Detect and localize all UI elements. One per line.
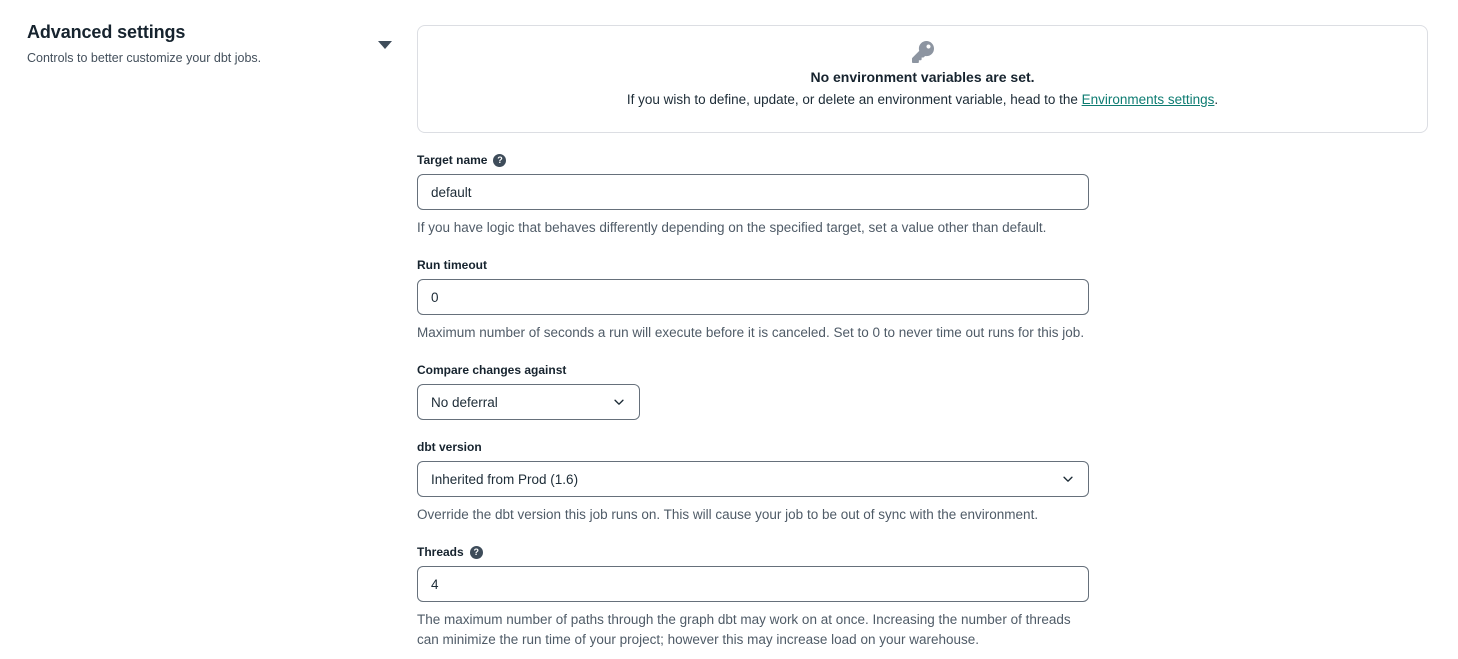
target-name-label: Target name — [417, 153, 488, 167]
field-group-target-name — [417, 153, 1089, 238]
field-group-dbt-version — [417, 440, 1089, 525]
threads-input[interactable] — [417, 566, 1089, 602]
threads-help-icon[interactable]: ? — [470, 546, 483, 559]
target-name-help-icon[interactable]: ? — [493, 154, 506, 167]
page-subtitle: Controls to better customize your dbt jobs. — [27, 51, 262, 65]
collapse-caret-icon[interactable] — [378, 41, 392, 49]
field-group-compare-changes — [417, 363, 1089, 420]
field-group-threads — [417, 545, 1089, 650]
dbt-version-label: dbt version — [417, 440, 482, 454]
run-timeout-helper: Maximum number of seconds a run will execute before it is canceled. Set to 0 to never time out runs for this job. — [417, 325, 1085, 340]
field-group-run-timeout — [417, 258, 1089, 343]
compare-changes-label: Compare changes against — [417, 363, 567, 377]
env-vars-body-text: If you wish to define, update, or delete an environment variable, head to the — [626, 92, 1082, 107]
env-vars-body — [418, 92, 1427, 107]
chevron-down-icon — [612, 395, 626, 409]
key-icon — [418, 41, 1427, 63]
run-timeout-input[interactable] — [417, 279, 1089, 315]
target-name-helper: If you have logic that behaves differently depending on the specified target, set a value other than default. — [417, 220, 1047, 235]
section-header — [0, 0, 417, 659]
dbt-version-helper: Override the dbt version this job runs on. This will cause your job to be out of sync with the environment. — [417, 507, 1039, 522]
advanced-settings-form — [417, 153, 1089, 650]
compare-changes-select[interactable] — [417, 384, 640, 420]
settings-panel — [417, 0, 1428, 659]
run-timeout-label: Run timeout — [417, 258, 487, 272]
env-vars-body-period: . — [1214, 92, 1219, 107]
threads-label: Threads — [417, 545, 464, 559]
threads-helper: The maximum number of paths through the graph dbt may work on at once. Increasing the number of threads can minimize the run time of your project; however this may increase load on your warehouse. — [417, 612, 1071, 647]
page-title: Advanced settings — [27, 22, 186, 42]
environments-settings-link[interactable]: Environments settings — [1081, 92, 1215, 107]
env-vars-heading: No environment variables are set. — [810, 69, 1035, 85]
compare-changes-value: No deferral — [431, 394, 498, 410]
dbt-version-value: Inherited from Prod (1.6) — [431, 471, 579, 487]
chevron-down-icon — [1061, 472, 1075, 486]
env-vars-empty-card — [417, 25, 1428, 133]
target-name-input[interactable] — [417, 174, 1089, 210]
dbt-version-select[interactable] — [417, 461, 1089, 497]
